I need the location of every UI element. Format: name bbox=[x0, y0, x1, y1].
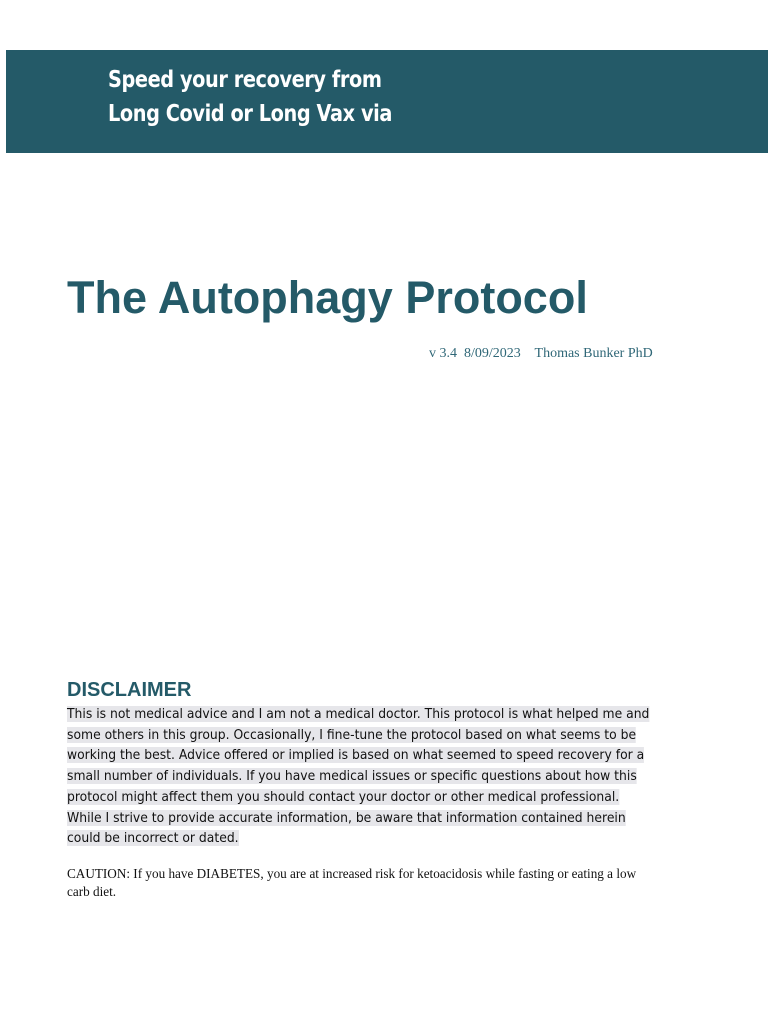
version-label: v 3.4 bbox=[429, 346, 457, 361]
disclaimer-line: This is not medical advice and I am not a medical doctor. This protocol is what helped me and bbox=[67, 706, 650, 722]
document-meta bbox=[429, 346, 653, 362]
disclaimer-line: working the best. Advice offered or implied is based on what seemed to speed recovery for a bbox=[67, 747, 645, 764]
disclaimer-heading: DISCLAIMER bbox=[67, 679, 192, 701]
disclaimer-line: could be incorrect or dated. bbox=[67, 830, 239, 847]
disclaimer-paragraph bbox=[67, 704, 697, 849]
disclaimer-line: small number of individuals. If you have medical issues or specific questions about how this bbox=[67, 768, 637, 785]
document-title: The Autophagy Protocol bbox=[67, 272, 588, 323]
banner-line-2: Long Covid or Long Vax via bbox=[108, 101, 392, 127]
caution-line: carb diet. bbox=[67, 883, 117, 899]
date-label: 8/09/2023 bbox=[464, 346, 521, 361]
disclaimer-line: some others in this group. Occasionally, I fine-tune the protocol based on what seems to be bbox=[67, 726, 637, 743]
disclaimer-line: protocol might affect them you should contact your doctor or other medical professional. bbox=[67, 788, 620, 805]
caution-line: CAUTION: If you have DIABETES, you are at increased risk for ketoacidosis while fasting or eating a low bbox=[67, 866, 637, 881]
banner-line-1: Speed your recovery from bbox=[108, 67, 382, 93]
disclaimer-line: While I strive to provide accurate information, be aware that information contained herein bbox=[67, 809, 626, 826]
header-banner bbox=[6, 50, 768, 153]
author-label: Thomas Bunker PhD bbox=[534, 346, 653, 361]
caution-note bbox=[67, 865, 687, 900]
